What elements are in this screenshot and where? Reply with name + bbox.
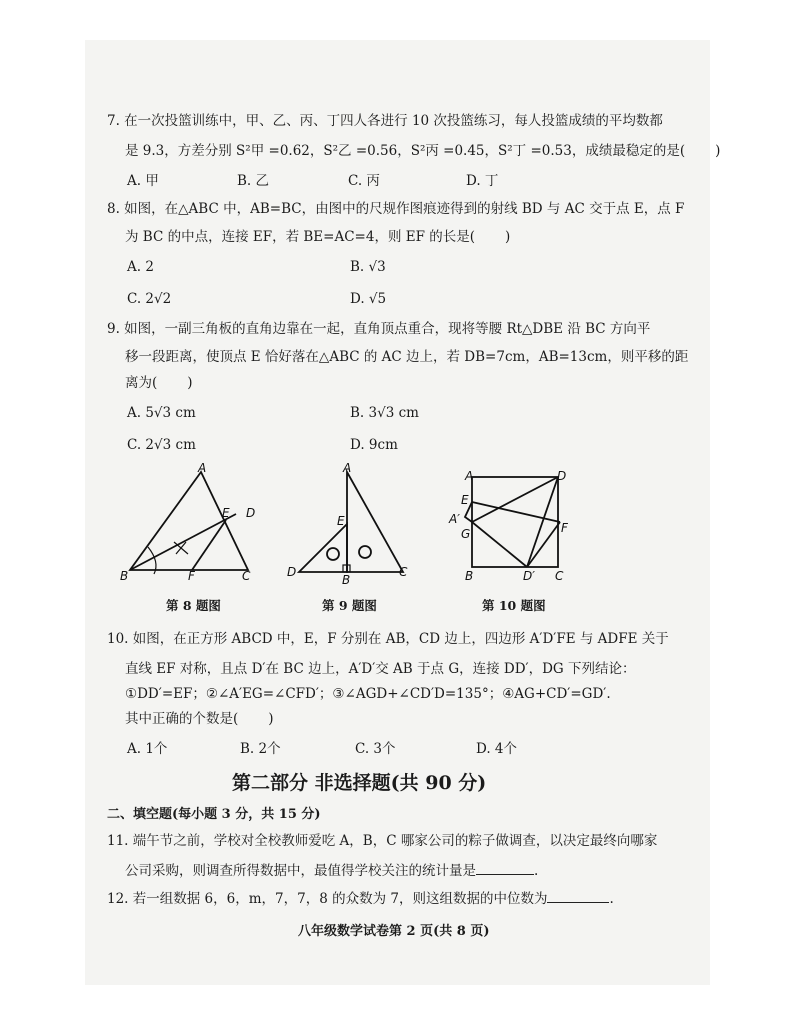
q10-line1: 10. 如图，在正方形 ABCD 中，E，F 分别在 AB，CD 边上，四边形 A′D′FE 与 ADFE 关于 [107,631,669,647]
q7-option-c: C. 丙 [348,173,380,189]
figure-9-caption: 第 9 题图 [322,598,377,613]
fig8-label-c: C [242,569,251,583]
figure-10-caption: 第 10 题图 [482,598,546,613]
fig9-label-a: A [343,462,352,475]
fill-in-section-header: 二、填空题(每小题 3 分，共 15 分) [107,807,321,822]
figure-8 [118,462,268,587]
q7-option-a: A. 甲 [127,173,159,189]
q9-line1: 9. 如图，一副三角板的直角边靠在一起，直角顶点重合，现将等腰 Rt△DBE 沿 BC 方向平 [107,321,651,337]
figure-9 [285,462,415,587]
q10-line2: 直线 EF 对称，且点 D′在 BC 边上，A′D′交 AB 于点 G，连接 DD′，DG 下列结论： [125,661,636,677]
part2-title: 第二部分 非选择题(共 90 分) [232,772,487,794]
fig8-label-b: B [120,569,129,583]
q10-option-c: C. 3个 [355,741,396,757]
fig10-label-c: C [555,569,564,583]
q12-line1: 12. 若一组数据 6，6，m，7，7，8 的众数为 7，则这组数据的中位数为 . [107,891,614,907]
fig9-label-d: D [287,565,297,579]
q9-line3: 离为( ) [125,375,193,391]
q8-option-a: A. 2 [127,259,154,275]
fig8-label-e: E [222,506,230,520]
q8-line1: 8. 如图，在△ABC 中，AB=BC，由图中的尺规作图痕迹得到的射线 BD 与 AC 交于点 E，点 F [107,201,685,217]
q11-line1: 11. 端午节之前，学校对全校教师爱吃 A，B，C 哪家公司的粽子做调查，以决定最终向哪家 [107,833,658,849]
q10-line3: ①DD′=EF；②∠A′EG=∠CFD′；③∠AGD+∠CD′D=135°；④AG+CD′=GD′. [125,686,611,702]
q7-option-d: D. 丁 [466,173,499,189]
fig10-label-a: A [465,469,474,483]
q11-line2: 公司采购，则调查所得数据中，最值得学校关注的统计量是 . [125,863,539,879]
q10-option-b: B. 2个 [240,741,281,757]
q9-option-d: D. 9cm [350,437,398,453]
fig8-label-f: F [188,569,195,583]
fig9-label-c: C [399,565,408,579]
q8-option-c: C. 2√2 [127,291,172,307]
fig8-label-d: D [246,506,256,520]
figure-8-caption: 第 8 题图 [166,598,221,613]
fig10-label-a-prime: A′ [449,512,460,526]
q8-option-d: D. √5 [350,291,387,307]
fig10-label-f: F [561,521,568,535]
q10-option-d: D. 4个 [476,741,518,757]
page-footer: 八年级数学试卷第 2 页(共 8 页) [298,924,490,939]
q7-option-b: B. 乙 [237,173,270,189]
fig10-label-e: E [461,493,469,507]
fig10-label-d-prime: D′ [523,569,535,583]
fig9-label-e: E [337,514,345,528]
q9-line2: 移一段距离，使顶点 E 恰好落在△ABC 的 AC 边上，若 DB=7cm，AB=13cm，则平移的距 [125,349,689,365]
figure-10 [445,462,575,587]
fig10-label-g: G [461,527,471,541]
q8-option-b: B. √3 [350,259,386,275]
q10-option-a: A. 1个 [127,741,168,757]
q11-answer-blank [476,862,534,875]
fig10-label-b: B [465,569,474,583]
q12-answer-blank [547,890,609,903]
fig8-label-a: A [198,462,207,475]
q7-line2: 是 9.3，方差分别 S²甲 =0.62，S²乙 =0.56，S²丙 =0.45，S²丁 =0.53，成绩最稳定的是( ) [125,143,721,159]
fig9-label-b: B [342,573,351,587]
q9-option-b: B. 3√3 cm [350,405,419,421]
q10-line4: 其中正确的个数是( ) [125,711,274,727]
q7-line1: 7. 在一次投篮训练中，甲、乙、丙、丁四人各进行 10 次投篮练习，每人投篮成绩的平均数都 [107,113,663,129]
fig10-label-d: D [557,469,567,483]
q9-option-c: C. 2√3 cm [127,437,196,453]
q9-option-a: A. 5√3 cm [127,405,196,421]
q8-line2: 为 BC 的中点，连接 EF，若 BE=AC=4，则 EF 的长是( ) [125,229,511,245]
